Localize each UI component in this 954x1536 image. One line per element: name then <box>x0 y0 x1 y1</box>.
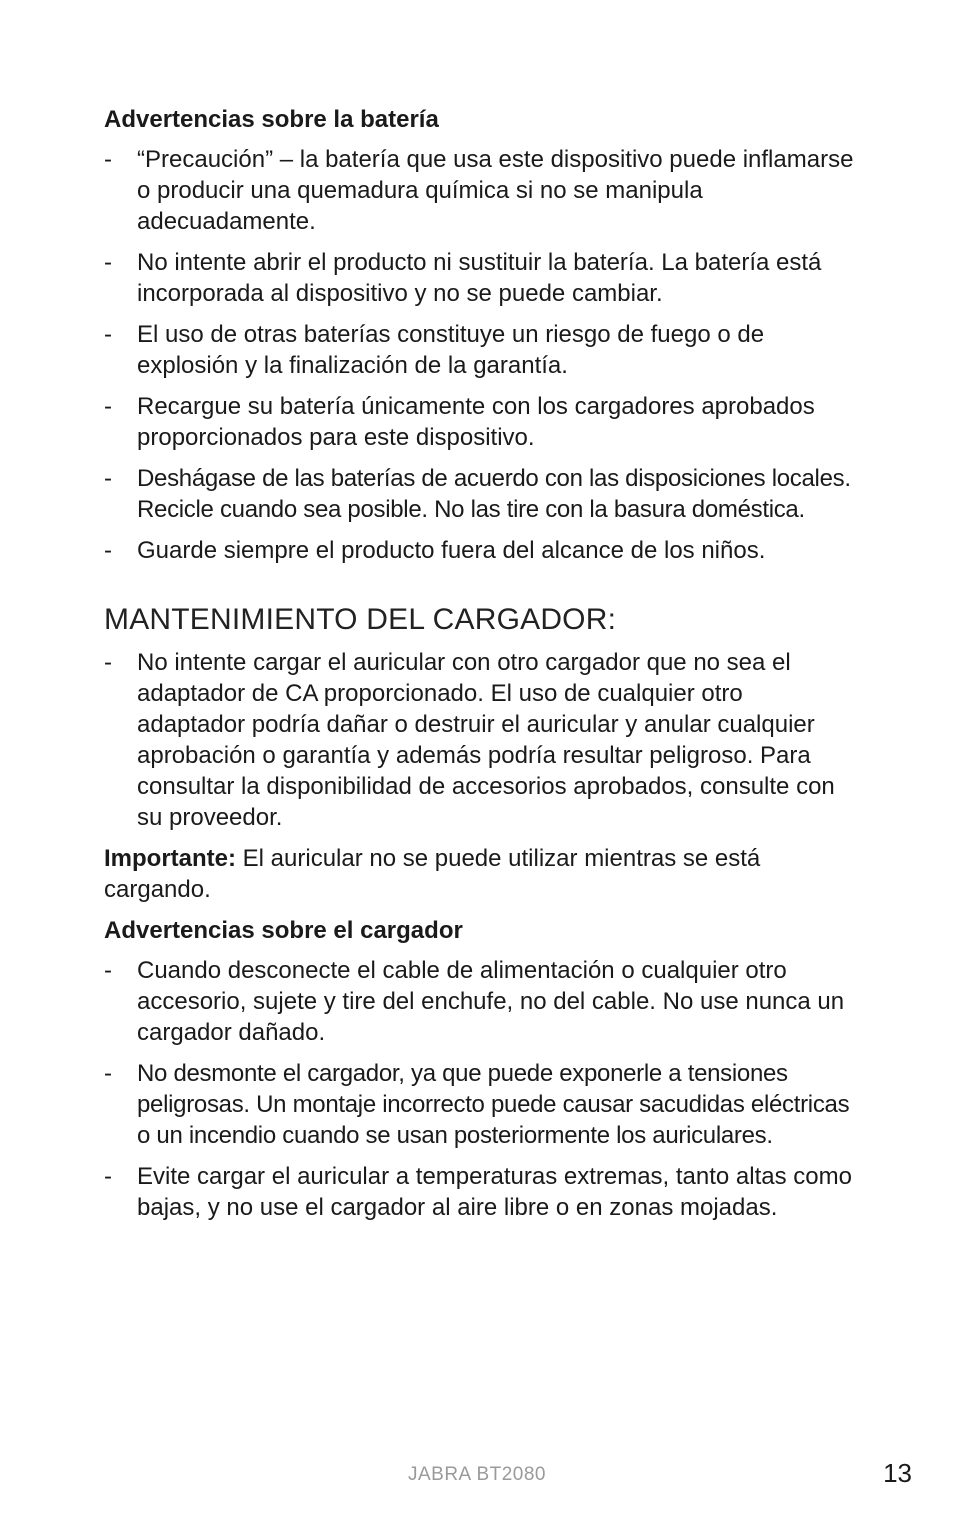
list-item <box>104 144 854 237</box>
bullet-dash: - <box>104 321 112 348</box>
bullet-dash: - <box>104 249 112 276</box>
list-item <box>104 1058 854 1151</box>
page-number: 13 <box>883 1458 912 1488</box>
list-item <box>104 1161 854 1223</box>
list-item-text: No intente cargar el auricular con otro cargador que no sea el adaptador de CA proporcionado. El uso de cualquier otro adaptador podría dañar o destruir el auricular y anular cualquier aprobación o garantía y además podría resultar peligroso. Para consultar la disponibilidad de accesorios aprobados, consulte con su proveedor. <box>137 649 835 831</box>
list-item-text: Evite cargar el auricular a temperaturas extremas, tanto altas como bajas, y no use el cargador al aire libre o en zonas mojadas. <box>137 1163 852 1221</box>
bullet-dash: - <box>104 537 112 564</box>
list-item <box>104 463 854 525</box>
list-item-text: “Precaución” – la batería que usa este dispositivo puede inflamarse o producir una quemadura química si no se manipula adecuadamente. <box>137 146 854 235</box>
list-item <box>104 955 854 1048</box>
charger-warnings-list <box>104 955 854 1223</box>
list-item-text: Cuando desconecte el cable de alimentación o cualquier otro accesorio, sujete y tire del enchufe, no del cable. No use nunca un cargador dañado. <box>137 957 845 1046</box>
list-item <box>104 247 854 309</box>
list-item-text: El uso de otras baterías constituye un riesgo de fuego o de explosión y la finalización de la garantía. <box>137 321 765 379</box>
important-text: El auricular no se puede utilizar mientras se está cargando. <box>104 845 761 903</box>
list-item <box>104 535 854 566</box>
page-content <box>104 104 854 1233</box>
list-item-text: Deshágase de las baterías de acuerdo con las disposiciones locales. Recicle cuando sea posible. No las tire con la basura doméstica. <box>137 465 851 523</box>
important-label: Importante: <box>104 845 236 872</box>
list-item <box>104 319 854 381</box>
charger-maintenance-list <box>104 647 854 833</box>
charger-warnings-title: Advertencias sobre el cargador <box>104 917 463 944</box>
charger-maintenance-heading: MANTENIMIENTO DEL CARGADOR: <box>104 603 617 636</box>
list-item <box>104 647 854 833</box>
list-item <box>104 391 854 453</box>
list-item-text: Guarde siempre el producto fuera del alcance de los niños. <box>137 537 766 564</box>
battery-warnings-title: Advertencias sobre la batería <box>104 106 439 133</box>
bullet-dash: - <box>104 1163 112 1190</box>
bullet-dash: - <box>104 649 112 676</box>
bullet-dash: - <box>104 146 112 173</box>
battery-warnings-list <box>104 144 854 566</box>
bullet-dash: - <box>104 1060 112 1087</box>
bullet-dash: - <box>104 957 112 984</box>
bullet-dash: - <box>104 465 112 492</box>
list-item-text: No intente abrir el producto ni sustituir la batería. La batería está incorporada al dispositivo y no se puede cambiar. <box>137 249 822 307</box>
list-item-text: Recargue su batería únicamente con los cargadores aprobados proporcionados para este dispositivo. <box>137 393 815 451</box>
footer-brand: JABRA BT2080 <box>407 1464 547 1485</box>
list-item-text: No desmonte el cargador, ya que puede exponerle a tensiones peligrosas. Un montaje incorrecto puede causar sacudidas eléctricas o un incendio cuando se usan posteriormente los auriculares. <box>137 1060 850 1149</box>
bullet-dash: - <box>104 393 112 420</box>
important-note <box>104 843 854 905</box>
